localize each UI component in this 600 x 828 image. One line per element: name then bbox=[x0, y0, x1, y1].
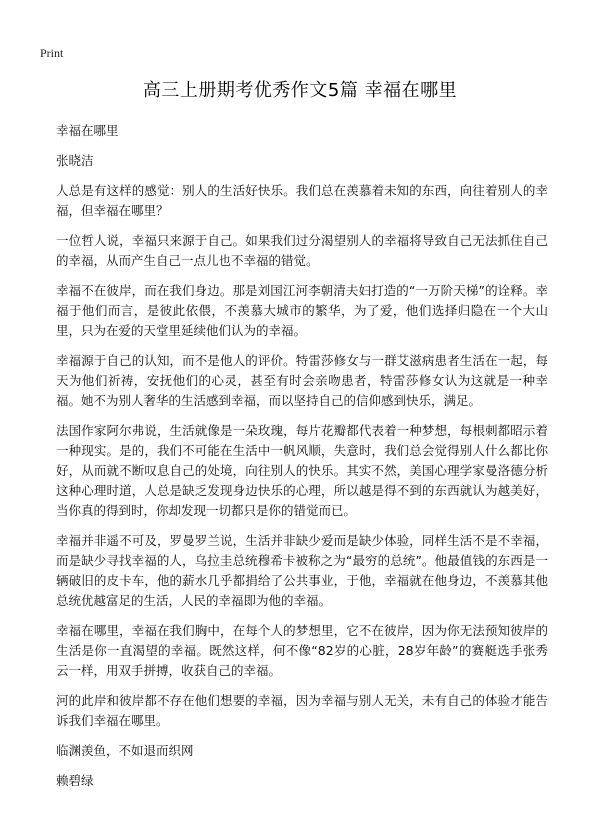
paragraph: 临渊羡鱼，不如退而织网 bbox=[56, 743, 194, 758]
page-title: 高三上册期考优秀作文5篇 幸福在哪里 bbox=[142, 80, 458, 101]
print-link[interactable]: Print bbox=[40, 46, 64, 60]
paragraph: 幸福源于自己的认知，而不是他人的评价。特雷莎修女与一群艾滋病患者生活在一起，每天为他们祈祷，安抚他们的心灵，甚至有时会亲吻患者，特雷莎修女认为这就是一种幸福。她不为别人奢华的生活感到幸福，而以坚持自己的信仰感到快乐，满足。 bbox=[56, 353, 548, 408]
paragraph: 法国作家阿尔弗说，生活就像是一朵玫瑰，每片花瓣都代表着一种梦想，每根刺都昭示着一种现实。是的，我们不可能在生活中一帆风顺，失意时，我们总会觉得别人什么都比你好，从而就不断叹息自己的处境，向往别人的快乐。其实不然，美国心理学家曼洛德分析这种心理时道，人总是缺乏发现身边快乐的心理，所以越是得不到的东西就认为越美好，当你真的得到时，你却发现一切都只是你的错觉而已。 bbox=[56, 423, 548, 518]
paragraph: 人总是有这样的感觉：别人的生活好快乐。我们总在羡慕着未知的东西，向往着别人的幸福，但幸福在哪里？ bbox=[56, 183, 548, 218]
article-author: 张晓洁 bbox=[56, 153, 94, 168]
paragraph: 幸福不在彼岸，而在我们身边。那是刘国江河李朝清夫妇打造的“一万阶天梯”的诠释。幸福于他们而言，是彼此依偎，不羡慕大城市的繁华，为了爱，他们选择归隐在一个大山里，只为在爱的天堂里延续他们认为的幸福。 bbox=[56, 283, 548, 338]
article-body bbox=[56, 121, 548, 801]
paragraph: 河的此岸和彼岸都不存在他们想要的幸福，因为幸福与别人无关，未有自己的体验才能告诉我们幸福在哪里。 bbox=[56, 693, 548, 728]
article-subtitle: 幸福在哪里 bbox=[56, 123, 119, 138]
paragraph: 幸福在哪里，幸福在我们胸中，在每个人的梦想里，它不在彼岸，因为你无法预知彼岸的生活是你一直渴望的幸福。既然这样，何不像“82岁的心脏，28岁年龄”的赛艇选手张秀云一样，用双手拼搏，收获自己的幸福。 bbox=[56, 623, 548, 678]
next-article-author: 赖碧绿 bbox=[56, 773, 94, 788]
paragraph: 一位哲人说，幸福只来源于自己。如果我们过分渴望别人的幸福将导致自己无法抓住自己的幸福，从而产生自己一点儿也不幸福的错觉。 bbox=[56, 233, 548, 268]
paragraph: 幸福并非遥不可及，罗曼罗兰说，生活并非缺少爱而是缺少体验，同样生活不是不幸福，而是缺少寻找幸福的人，乌拉圭总统穆希卡被称之为“最穷的总统”。他最值钱的东西是一辆破旧的皮卡车，他的薪水几乎都捐给了公共事业，于他，幸福就在他身边，不羡慕其他总统优越富足的生活，人民的幸福即为他的幸福。 bbox=[56, 533, 548, 608]
